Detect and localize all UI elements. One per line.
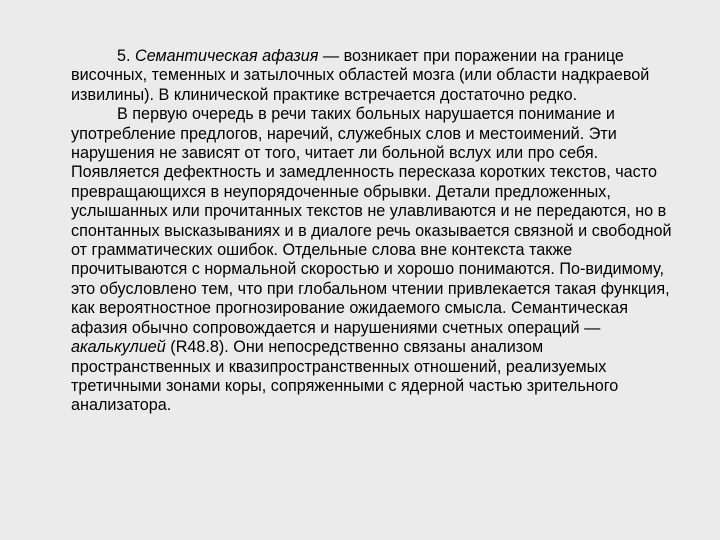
text-block xyxy=(71,47,683,416)
item-number: 5. xyxy=(117,47,135,65)
symptoms-text: В первую очередь в речи таких больных нарушается понимание и употребление предлогов, наречий, служебных слов и местоимений. Эти нарушения не зависят от того, читает ли больной вслух или про себя. Появляется дефектность и замедленность пересказа коротких текстов, часто превращающихся в неупорядоченные обрывки. Детали предложенных, услышанных или прочитанных текстов не улавливаются и не передаются, но в спонтанных высказываниях и в диалоге речь оказывается связной и свободной от грамматических ошибок. Отдельные слова вне контекста также прочитываются с нормальной скоростью и хорошо понимаются. По-видимому, это обусловлено тем, что при глобальном чтении привлекается такая функция, как вероятностное прогнозирование ожидаемого смысла. Семантическая афазия обычно сопровождается и нарушениями счетных операций — xyxy=(71,105,672,337)
term-semantic-aphasia: Семантическая афазия xyxy=(135,47,319,65)
paragraph-symptoms xyxy=(71,105,683,416)
term-acalculia: акалькулией xyxy=(71,338,166,357)
definition-text: — возникает при поражении на границе височных, теменных и затылочных областей мозга (или области надкраевой извилины). В клинической практике встречается достаточно редко. xyxy=(71,47,650,104)
paragraph-semantic-aphasia-definition xyxy=(71,47,683,105)
symptoms-text-end: (R48.8). Они непосредственно связаны анализом пространственных и квазипространственных отношений, реализуемых третичными зонами коры, сопряженными с ядерной частью зрительного анализатора. xyxy=(71,338,619,415)
